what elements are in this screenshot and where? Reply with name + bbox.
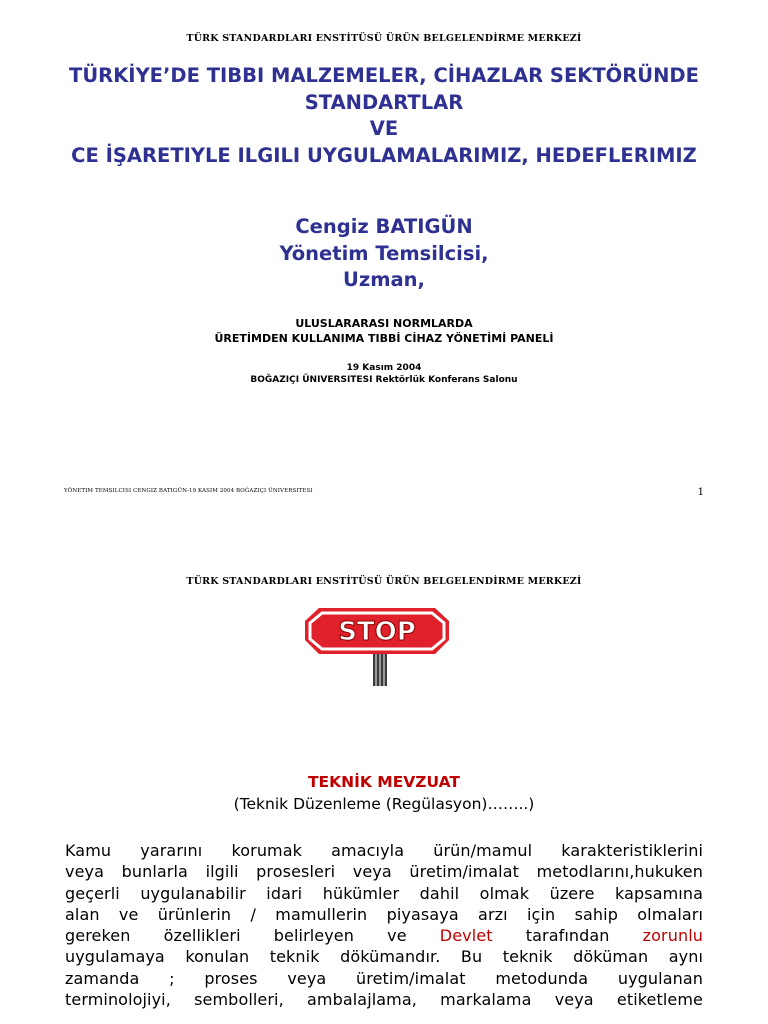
highlight-devlet: Devlet [439, 926, 493, 946]
event-details [0, 362, 768, 386]
title-line: TÜRKİYE’DE TIBBI MALZEMELER, CİHAZLAR SEKTÖRÜNDE [69, 64, 699, 87]
event-location: BOĞAZIÇI ÜNIVERSITESI Rektörlük Konferans Salonu [250, 375, 518, 385]
panel-line: ÜRETİMDEN KULLANIMA TIBBİ CİHAZ YÖNETİMİ PANELİ [214, 332, 554, 345]
section-title: TEKNİK MEVZUAT [307, 773, 461, 791]
slide-header: TÜRK STANDARDLARI ENSTİTÜSÜ ÜRÜN BELGELENDİRME MERKEZİ [186, 33, 582, 44]
title-line: STANDARTLAR [304, 90, 464, 114]
slide-footer: YÖNETIM TEMSILCISI CENGIZ BATIGÜN-19 KASIM 2004 BOĞAZIÇI ÜNIVERSITESI [64, 488, 313, 494]
title-line: CE İŞARETIYLE ILGILI UYGULAMALARIMIZ, HEDEFLERIMIZ [71, 143, 697, 167]
event-date: 19 Kasım 2004 [346, 363, 422, 373]
paragraph-line [65, 925, 703, 946]
slide-2 [0, 512, 768, 1024]
paragraph-line: uygulamaya konulan teknik dökümandır. Bu teknik döküman aynı [65, 947, 703, 967]
text-run: gereken özellikleri belirleyen ve [65, 926, 440, 946]
title-line: VE [369, 117, 399, 140]
author-title: Uzman, [343, 268, 425, 291]
paragraph-line: terminolojiyi, sembolleri, ambalajlama, markalama veya etiketleme [65, 990, 703, 1010]
slide-header: TÜRK STANDARDLARI ENSTİTÜSÜ ÜRÜN BELGELENDİRME MERKEZİ [186, 576, 582, 587]
author-role: Yönetim Temsilcisi, [279, 241, 489, 265]
panel-line: ULUSLARARASI NORMLARDA [295, 317, 473, 330]
paragraph-line: alan ve ürünlerin / mamullerin piyasaya arzı için sahip olmaları [65, 904, 703, 924]
paragraph-line: zamanda ; proses veya üretim/imalat metodunda uygulanan [65, 968, 703, 988]
presentation-title [0, 63, 768, 169]
paragraph-line: veya bunlarla ilgili prosesleri veya üretim/imalat metodlarını,hukuken [65, 862, 703, 882]
panel-name [0, 316, 768, 346]
highlight-zorunlu: zorunlu [642, 926, 704, 946]
stop-sign-text: STOP [338, 617, 416, 647]
author-block [0, 214, 768, 294]
text-run: tarafından [492, 926, 643, 946]
stop-sign-icon [305, 608, 449, 692]
paragraph-line: Kamu yararını korumak amacıyla ürün/mamul karakteristiklerini [65, 841, 703, 860]
section-subtitle: (Teknik Düzenleme (Regülasyon)……..) [233, 795, 535, 813]
paragraph-line: geçerli uygulanabilir idari hükümler dahil olmak üzere kapsamına [65, 883, 703, 903]
author-name: Cengiz BATIGÜN [295, 215, 473, 238]
definition-paragraph [65, 840, 703, 1010]
page-number: 1 [697, 487, 704, 498]
